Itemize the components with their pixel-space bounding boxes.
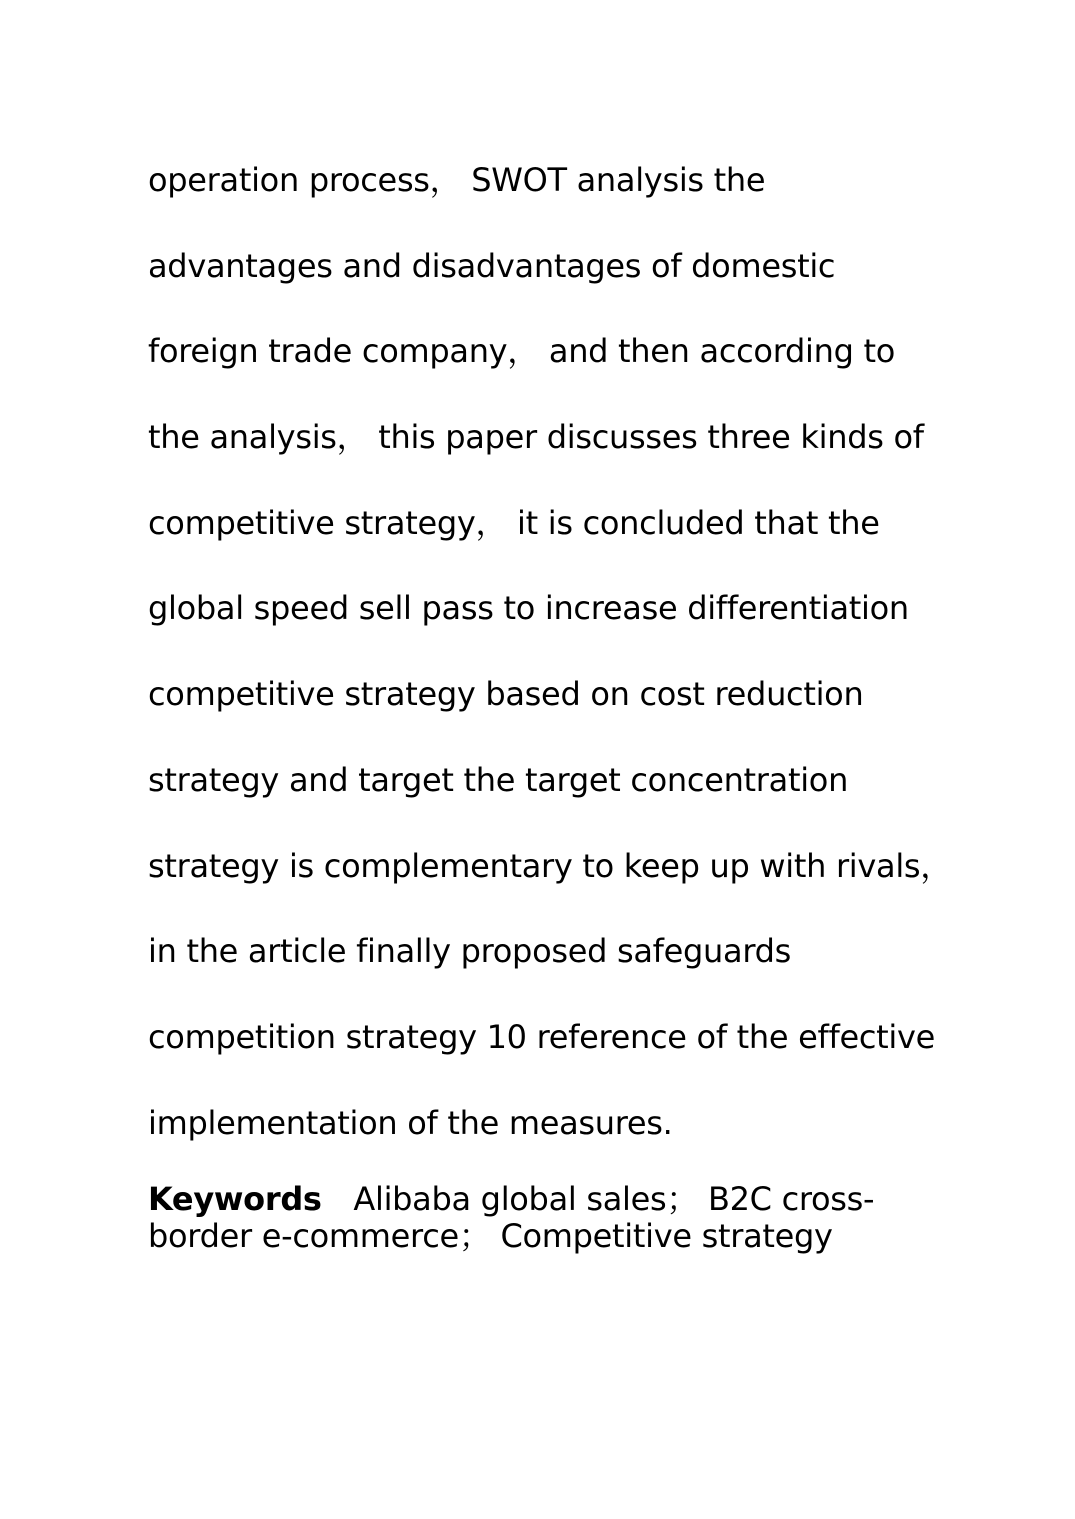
abstract-line: implementation of the measures. bbox=[148, 1103, 673, 1142]
abstract-line: in the article finally proposed safeguards bbox=[148, 932, 792, 971]
abstract-line: the analysis， this paper discusses three kinds of bbox=[148, 418, 924, 457]
abstract-line: global speed sell pass to increase differentiation bbox=[148, 589, 909, 628]
keywords-line-1 bbox=[148, 1181, 948, 1218]
abstract-line: advantages and disadvantages of domestic bbox=[148, 246, 836, 285]
abstract-line: strategy and target the target concentration bbox=[148, 760, 849, 799]
abstract-line: operation process， SWOT analysis the bbox=[148, 161, 766, 199]
keywords-label: Keywords bbox=[148, 1180, 322, 1218]
keywords-text-2: border e-commerce； Competitive strategy bbox=[148, 1217, 833, 1255]
abstract-line: foreign trade company， and then according to bbox=[148, 332, 895, 371]
abstract-line: competitive strategy based on cost reduction bbox=[148, 675, 864, 714]
keywords-text-1: Alibaba global sales； B2C cross- bbox=[321, 1180, 875, 1218]
abstract-line: competition strategy 10 reference of the effective bbox=[148, 1017, 936, 1056]
abstract-line: competitive strategy， it is concluded that the bbox=[148, 503, 880, 542]
abstract-paragraph bbox=[148, 150, 988, 1178]
abstract-line: strategy is complementary to keep up with rivals， bbox=[148, 846, 953, 885]
keywords-section bbox=[148, 1181, 948, 1255]
